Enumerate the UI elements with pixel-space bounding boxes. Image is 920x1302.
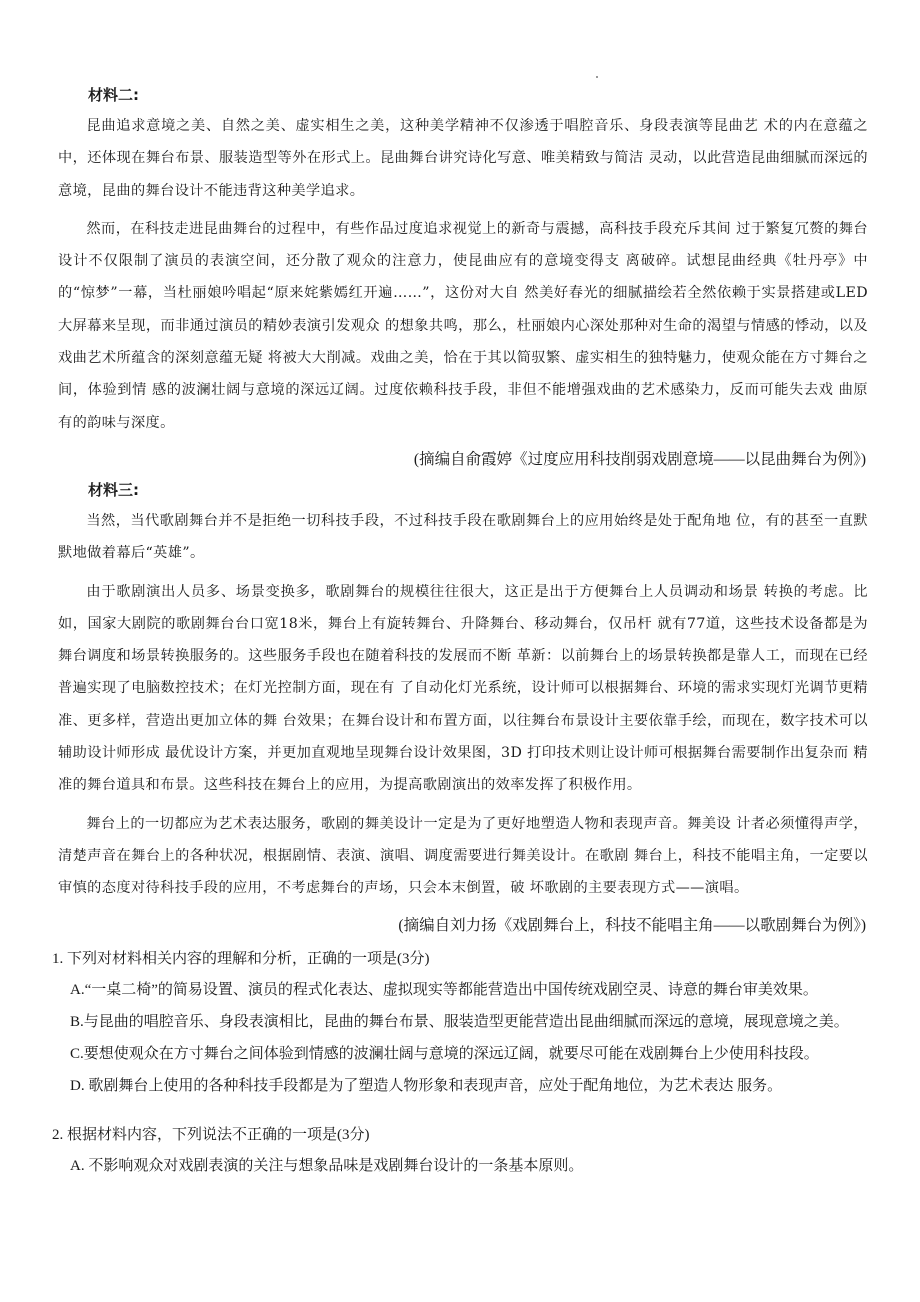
- question-2: [52, 1121, 868, 1181]
- material-three: [58, 479, 868, 941]
- question-1-option-b: B.与昆曲的唱腔音乐、身段表演相比，昆曲的舞台布景、服装造型更能营造出昆曲细腻而深远的意境，展现意境之美。: [70, 1013, 849, 1030]
- material-three-paragraph-2: 由于歌剧演出人员多、场景变换多，歌剧舞台的规模往往很大，这正是出于方便舞台上人员调动和场景 转换的考虑。比如，国家大剧院的歌剧舞台台口宽18米，舞台上有旋转舞台、升降舞台、移动舞台，仅吊杆 就有77道，这些技术设备都是为舞台调度和场景转换服务的。这些服务手段也在随着科技的发展而不断 革新：以前舞台上的场景转换都是靠人工，而现在已经普遍实现了电脑数控技术；在灯光控制方面，现在有 了自动化灯光系统，设计师可以根据舞台、环境的需求实现灯光调节更精准、更多样，营造出更加立体的舞 台效果；在舞台设计和布置方面，以往舞台布景设计主要依靠手绘，而现在，数字技术可以辅助设计师形成 最优设计方案，并更加直观地呈现舞台设计效果图，3D 打印技术则让设计师可根据舞台需要制作出复杂而 精准的舞台道具和布景。这些科技在舞台上的应用，为提高歌剧演出的效率发挥了积极作用。: [58, 583, 868, 794]
- question-2-option-a: A. 不影响观众对戏剧表演的关注与想象品味是戏剧舞台设计的一条基本原则。: [70, 1157, 584, 1174]
- question-gap: [58, 1103, 868, 1117]
- question-1-option-c: C.要想使观众在方寸舞台之间体验到情感的波澜壮阔与意境的深远辽阔，就要尽可能在戏剧舞台上少使用科技段。: [70, 1045, 819, 1062]
- question-1-stem: 1. 下列对材料相关内容的理解和分析，正确的一项是(3分): [52, 950, 430, 967]
- material-two-paragraph-2: 然而，在科技走进昆曲舞台的过程中，有些作品过度追求视觉上的新奇与震撼，高科技手段充斥其间 过于繁复冗赘的舞台设计不仅限制了演员的表演空间，还分散了观众的注意力，使昆曲应有的意境变得支 离破碎。试想昆曲经典《牡丹亭》中的“惊梦”一幕，当杜丽娘吟唱起“原来姹紫嫣红开遍……”，这份对大自 然美好春光的细腻描绘若全然依赖于实景搭建或LED 大屏幕来呈现，而非通过演员的精妙表演引发观众 的想象共鸣，那么，杜丽娘内心深处那种对生命的渴望与情感的悸动，以及戏曲艺术所蕴含的深刻意蕴无疑 将被大大削减。戏曲之美，恰在于其以简驭繁、虚实相生的独特魅力，使观众能在方寸舞台之间，体验到情 感的波澜壮阔与意境的深远辽阔。过度依赖科技手段，非但不能增强戏曲的艺术感染力，反而可能失去戏 曲原有的韵味与深度。: [58, 220, 868, 431]
- material-three-paragraph-1: 当然，当代歌剧舞台并不是拒绝一切科技手段，不过科技手段在歌剧舞台上的应用始终是处于配角地 位，有的甚至一直默默地做着幕后“英雄”。: [58, 512, 868, 562]
- question-1: [52, 945, 868, 1101]
- material-three-source: (摘编自刘力扬《戏剧舞台上，科技不能唱主角——以歌剧舞台为例》): [398, 916, 866, 934]
- material-three-heading: 材料三:: [88, 480, 139, 499]
- material-two-paragraph-1: 昆曲追求意境之美、自然之美、虚实相生之美，这种美学精神不仅渗透于唱腔音乐、身段表演等昆曲艺 术的内在意蕴之中，还体现在舞台布景、服装造型等外在形式上。昆曲舞台讲究诗化写意、唯美精致与简洁 灵动，以此营造昆曲细腻而深远的意境，昆曲的舞台设计不能违背这种美学追求。: [58, 118, 868, 199]
- exam-page: [52, 84, 868, 1183]
- question-1-option-a: A.“一桌二椅”的简易设置、演员的程式化表达、虚拟现实等都能营造出中国传统戏剧空灵、诗意的舞台审美效果。: [70, 981, 818, 998]
- question-1-option-d: D. 歌剧舞台上使用的各种科技手段都是为了塑造人物形象和表现声音，应处于配角地位，为艺术表达 服务。: [70, 1077, 783, 1094]
- material-two: [58, 84, 868, 475]
- material-two-source: (摘编自俞霞婷《过度应用科技削弱戏剧意境——以昆曲舞台为例》): [413, 450, 866, 468]
- scan-speck: [596, 76, 598, 78]
- material-two-heading: 材料二:: [88, 86, 139, 104]
- question-2-stem: 2. 根据材料内容，下列说法不正确的一项是(3分): [52, 1126, 370, 1143]
- material-three-paragraph-3: 舞台上的一切都应为艺术表达服务，歌剧的舞美设计一定是为了更好地塑造人物和表现声音。舞美设 计者必须懂得声学，清楚声音在舞台上的各种状况，根据剧情、表演、演唱、调度需要进行舞美设计。在歌剧 舞台上，科技不能唱主角，一定要以审慎的态度对待科技手段的应用，不考虑舞台的声场，只会本末倒置，破 坏歌剧的主要表现方式——演唱。: [58, 815, 868, 897]
